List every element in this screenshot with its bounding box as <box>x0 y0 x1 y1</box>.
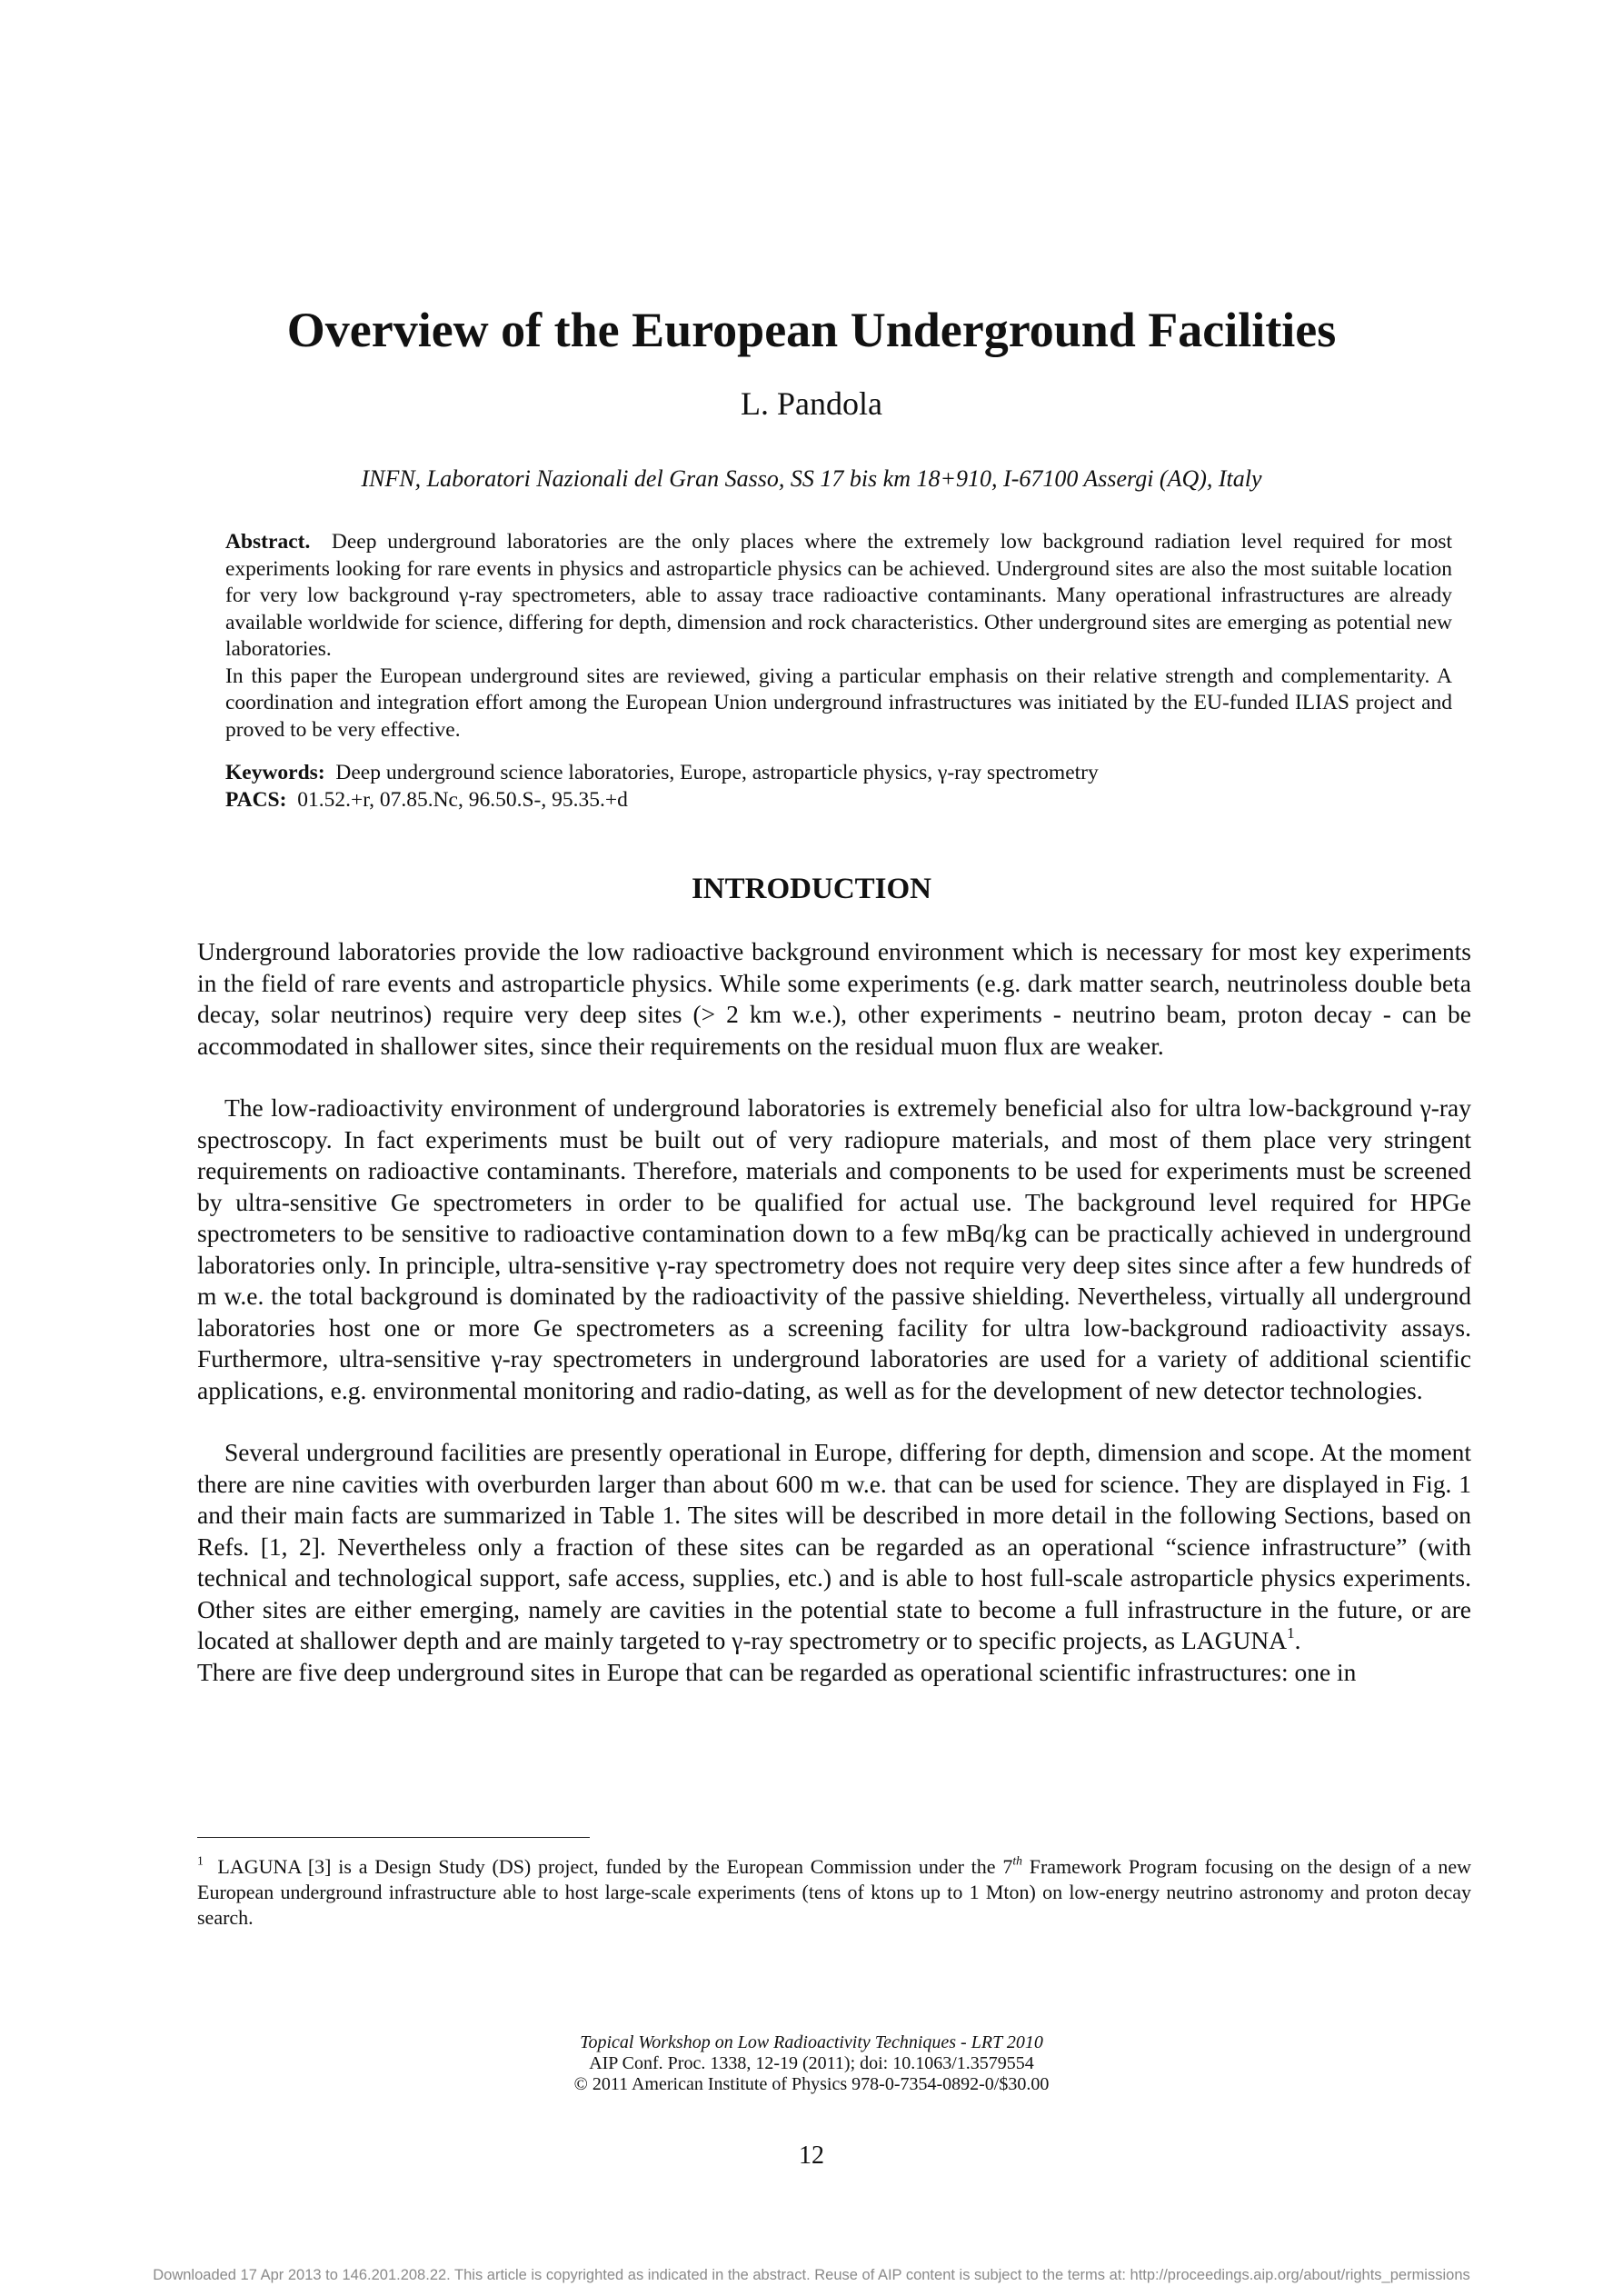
author-name: L. Pandola <box>741 385 882 422</box>
paper-title: Overview of the European Underground Facilities <box>286 303 1337 357</box>
keywords-block <box>225 760 1452 814</box>
author-affiliation: INFN, Laboratori Nazionali del Gran Sasso, SS 17 bis km 18+910, I-67100 Assergi (AQ), Italy <box>361 465 1262 492</box>
footnote <box>197 1854 1471 1931</box>
body-paragraph-1: Underground laboratories provide the low radioactive background environment which is necessary for most key experiments in the field of rare events and astroparticle physics. While some experiments (e.g. dark matter search, neutrinoless double beta decay, solar neutrinos) require very deep sites (> 2 km w.e.), other experiments - neutrino beam, proton decay - can be accommodated in shallower sites, since their requirements on the residual muon flux are weaker. <box>197 937 1471 1060</box>
abstract-paragraph-1 <box>225 529 1452 664</box>
section-heading-introduction: INTRODUCTION <box>691 873 932 905</box>
footnote-reference[interactable]: 1 <box>1287 1624 1295 1642</box>
footnote-text-a: LAGUNA [3] is a Design Study (DS) project, funded by the European Commission under the 7 <box>217 1855 1013 1878</box>
pacs-text: 01.52.+r, 07.85.Nc, 96.50.S-, 95.35.+d <box>297 787 628 812</box>
body-paragraph-2: The low-radioactivity environment of underground laboratories is extremely beneficial also for ultra low-background γ-ray spectroscopy. In fact experiments must be built out of very radiopure materials, and most of them place very stringent requirements on radioactive contaminants. Therefore, materials and components to be used for experiments must be screened by ultra-sensitive Ge spectrometers in order to be qualified for actual use. The background level required for HPGe spectrometers to be sensitive to radioactive contamination down to a few mBq/kg can be practically achieved in underground laboratories only. In principle, ultra-sensitive γ-ray spectrometry does not require very deep sites since after a few hundreds of m w.e. the total background is dominated by the radioactivity of the passive shielding. Nevertheless, virtually all underground laboratories host one or more Ge spectrometers as a screening facility for ultra low-background radioactivity assays. Furthermore, ultra-sensitive γ-ray spectrometers in underground laboratories are used for a variety of additional scientific applications, e.g. environmental monitoring and radio-dating, as well as for the development of new detector technologies. <box>197 1093 1471 1404</box>
page-number: 12 <box>799 2141 824 2170</box>
abstract <box>225 529 1452 744</box>
body-paragraph-3 <box>197 1437 1471 1657</box>
body-text <box>197 936 1471 1688</box>
body-paragraph-3-text: Several underground facilities are presently operational in Europe, differing for depth, dimension and scope. At the moment there are nine cavities with overburden larger than about 600 m w.e. that can be used for science. They are displayed in Fig. 1 and their main facts are summarized in Table 1. The sites will be described in more detail in the following Sections, based on Refs. [1, 2]. Nevertheless only a fraction of these sites can be regarded as an operational “science infrastructure” (with technical and technological support, safe access, supplies, etc.) and is able to host full-scale astroparticle physics experiments. Other sites are either emerging, namely are cavities in the potential state to become a full infrastructure in the future, or are located at shallower depth and are mainly targeted to γ-ray spectrometry or to specific projects, as LAGUNA <box>197 1438 1471 1654</box>
pacs-line <box>225 787 1452 814</box>
keywords-line <box>225 760 1452 787</box>
download-notice[interactable]: Downloaded 17 Apr 2013 to 146.201.208.22. This article is copyrighted as indicated in the abstract. Reuse of AIP content is subject to the terms at: http://proceedings.aip.org/about/rights_permissions <box>153 2267 1470 2283</box>
footnote-text-b: Framework Program focusing on the design of a new European underground infrastructure able to host large-scale experiments (tens of ktons up to 1 Mton) on low-energy neutrino astronomy and proton decay search. <box>197 1855 1471 1929</box>
abstract-text-1: Deep underground laboratories are the only places where the extremely low background radiation level required for most experiments looking for rare events in physics and astroparticle physics can be achieved. Underground sites are also the most suitable location for very low background γ-ray spectrometers, able to assay trace radioactive contaminants. Many operational infrastructures are already available worldwide for science, differing for depth, dimension and rock characteristics. Other underground sites are emerging as potential new laboratories. <box>225 530 1452 661</box>
body-paragraph-4: There are five deep underground sites in Europe that can be regarded as operational scientific infrastructures: one in <box>197 1657 1357 1686</box>
abstract-label: Abstract. <box>225 530 311 554</box>
conference-info <box>0 2032 1623 2095</box>
conference-name: Topical Workshop on Low Radioactivity Techniques - LRT 2010 <box>580 2032 1043 2052</box>
footnote-divider <box>197 1837 590 1838</box>
copyright-line: © 2011 American Institute of Physics 978-0-7354-0892-0/$30.00 <box>573 2074 1050 2094</box>
keywords-label: Keywords: <box>225 761 325 784</box>
footnote-superscript: th <box>1012 1853 1022 1868</box>
pacs-label: PACS: <box>225 787 287 812</box>
body-paragraph-3-end: . <box>1294 1626 1301 1654</box>
footnote-mark: 1 <box>197 1853 204 1868</box>
conference-proceedings: AIP Conf. Proc. 1338, 12-19 (2011); doi: 10.1063/1.3579554 <box>589 2053 1034 2073</box>
keywords-text: Deep underground science laboratories, Europe, astroparticle physics, γ-ray spectrometry <box>335 761 1099 784</box>
abstract-paragraph-2: In this paper the European underground sites are reviewed, giving a particular emphasis on their relative strength and complementarity. A coordination and integration effort among the European Union underground infrastructures was initiated by the EU-funded ILIAS project and proved to be very effective. <box>225 664 1452 742</box>
